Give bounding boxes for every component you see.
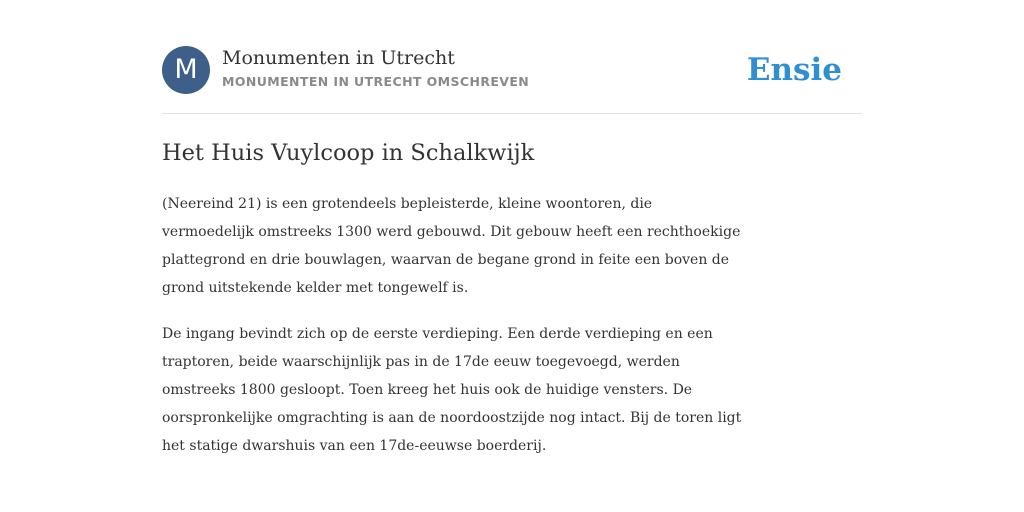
avatar[interactable]: M bbox=[162, 46, 210, 94]
text-line: plattegrond en drie bouwlagen, waarvan de begane grond in feite een boven de bbox=[162, 252, 730, 268]
entry-body bbox=[162, 190, 872, 478]
text-line: oorspronkelijke omgrachting is aan de noordoostzijde nog intact. Bij de toren ligt bbox=[162, 410, 742, 426]
brand-logo[interactable]: Ensie bbox=[746, 52, 842, 88]
text-line: vermoedelijk omstreeks 1300 werd gebouwd. Dit gebouw heeft een rechthoekige bbox=[162, 224, 741, 240]
text-line: De ingang bevindt zich op de eerste verdieping. Een derde verdieping en een bbox=[162, 326, 713, 342]
text-line: traptoren, beide waarschijnlijk pas in de 17de eeuw toegevoegd, werden bbox=[162, 354, 680, 370]
text-line: omstreeks 1800 gesloopt. Toen kreeg het huis ook de huidige vensters. De bbox=[162, 382, 693, 398]
paragraph bbox=[162, 320, 872, 460]
site-subtitle: MONUMENTEN IN UTRECHT OMSCHREVEN bbox=[222, 74, 530, 89]
paragraph bbox=[162, 190, 872, 302]
site-title[interactable]: Monumenten in Utrecht bbox=[222, 47, 455, 69]
page-title: Het Huis Vuylcoop in Schalkwijk bbox=[162, 140, 535, 166]
text-line: grond uitstekende kelder met tongewelf is. bbox=[162, 280, 469, 296]
text-line: (Neereind 21) is een grotendeels bepleisterde, kleine woontoren, die bbox=[162, 196, 653, 212]
text-line: het statige dwarshuis van een 17de-eeuwse boerderij. bbox=[162, 438, 547, 454]
header bbox=[162, 46, 862, 96]
divider bbox=[162, 113, 862, 114]
